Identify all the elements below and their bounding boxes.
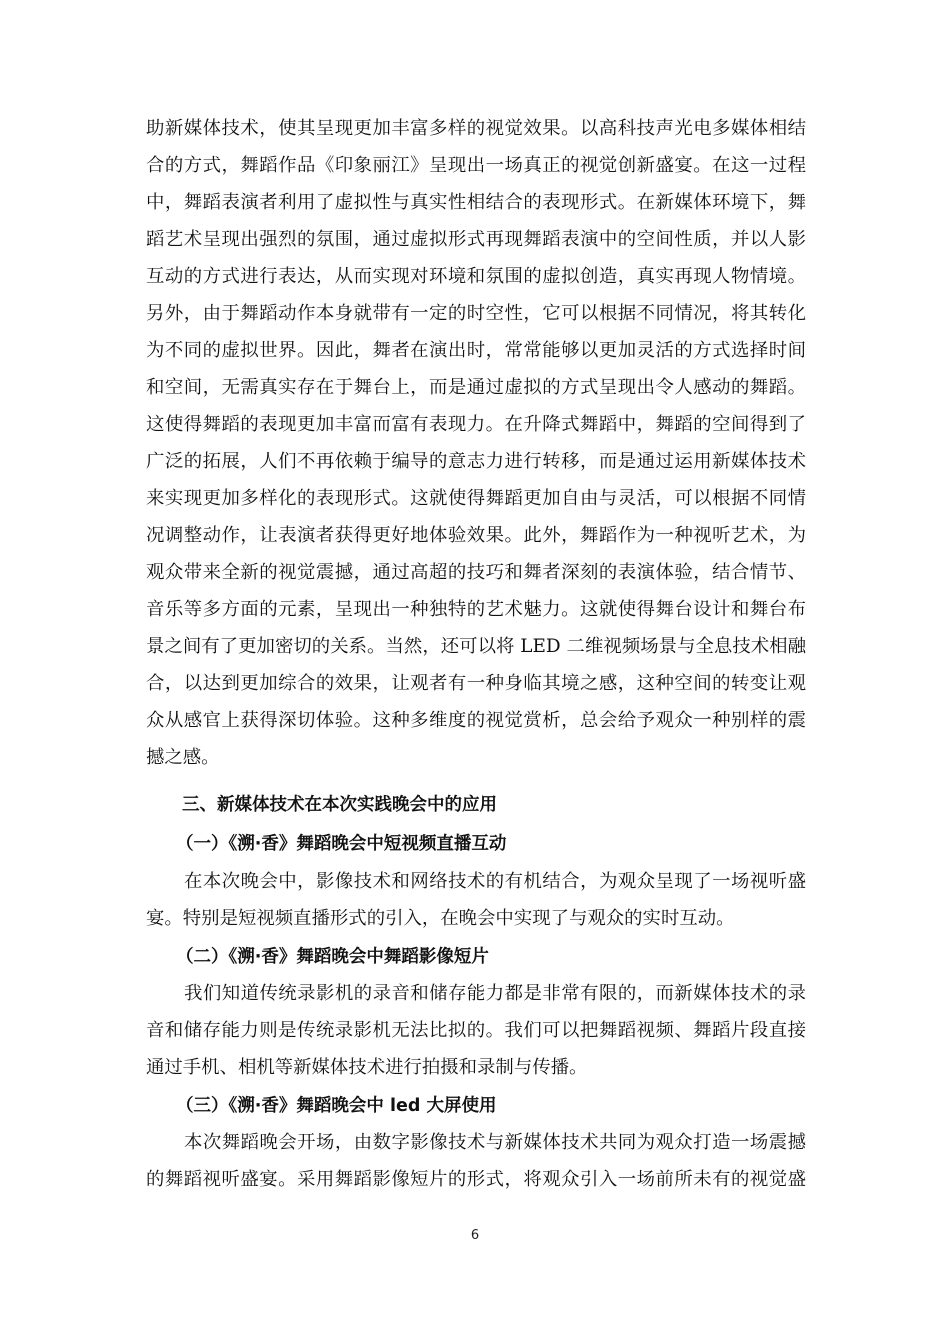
body-text-line: 观众带来全新的视觉震撼，通过高超的技巧和舞者深刻的表演体验，结合情节、 bbox=[146, 562, 806, 583]
body-text-line: 撼之感。 bbox=[146, 747, 220, 768]
body-text-line: 蹈艺术呈现出强烈的氛围，通过虚拟形式再现舞蹈表演中的空间性质，并以人影 bbox=[146, 229, 806, 250]
body-text-line: 景之间有了更加密切的关系。当然，还可以将 LED 二维视频场景与全息技术相融 bbox=[146, 636, 806, 657]
body-text-line: 音和储存能力则是传统录影机无法比拟的。我们可以把舞蹈视频、舞蹈片段直接 bbox=[146, 1020, 806, 1041]
body-text-line: 合，以达到更加综合的效果，让观者有一种身临其境之感，这种空间的转变让观 bbox=[146, 673, 806, 694]
body-text-line: 这使得舞蹈的表现更加丰富而富有表现力。在升降式舞蹈中，舞蹈的空间得到了 bbox=[146, 414, 806, 435]
body-text-line: 互动的方式进行表达，从而实现对环境和氛围的虚拟创造，真实再现人物情境。 bbox=[146, 266, 806, 287]
subsection-heading: （三）《溯·香》舞蹈晚会中 led 大屏使用 bbox=[176, 1096, 497, 1116]
body-text-line: 通过手机、相机等新媒体技术进行拍摄和录制与传播。 bbox=[146, 1057, 588, 1078]
body-text-line: 在本次晚会中，影像技术和网络技术的有机结合，为观众呈现了一场视听盛 bbox=[184, 871, 806, 892]
section-heading: 三、新媒体技术在本次实践晚会中的应用 bbox=[182, 795, 497, 815]
body-text-line: 中，舞蹈表演者利用了虚拟性与真实性相结合的表现形式。在新媒体环境下，舞 bbox=[146, 192, 806, 213]
body-text-line: 我们知道传统录影机的录音和储存能力都是非常有限的，而新媒体技术的录 bbox=[184, 983, 806, 1004]
body-text-line: 来实现更加多样化的表现形式。这就使得舞蹈更加自由与灵活，可以根据不同情 bbox=[146, 488, 806, 509]
body-text-line: 合的方式，舞蹈作品《印象丽江》呈现出一场真正的视觉创新盛宴。在这一过程 bbox=[146, 155, 806, 176]
subsection-heading: （二）《溯·香》舞蹈晚会中舞蹈影像短片 bbox=[176, 947, 489, 967]
body-text-line: 本次舞蹈晚会开场，由数字影像技术与新媒体技术共同为观众打造一场震撼 bbox=[184, 1132, 806, 1153]
page-number: 6 bbox=[470, 1228, 480, 1243]
body-text-line: 音乐等多方面的元素，呈现出一种独特的艺术魅力。这就使得舞台设计和舞台布 bbox=[146, 599, 806, 620]
subsection-heading: （一）《溯·香》舞蹈晚会中短视频直播互动 bbox=[176, 834, 507, 854]
body-text-line: 和空间，无需真实存在于舞台上，而是通过虚拟的方式呈现出令人感动的舞蹈。 bbox=[146, 377, 806, 398]
body-text-line: 助新媒体技术，使其呈现更加丰富多样的视觉效果。以高科技声光电多媒体相结 bbox=[146, 118, 806, 139]
body-text-line: 另外，由于舞蹈动作本身就带有一定的时空性，它可以根据不同情况，将其转化 bbox=[146, 303, 806, 324]
body-text-line: 况调整动作，让表演者获得更好地体验效果。此外，舞蹈作为一种视听艺术，为 bbox=[146, 525, 806, 546]
body-text-line: 广泛的拓展，人们不再依赖于编导的意志力进行转移，而是通过运用新媒体技术 bbox=[146, 451, 806, 472]
body-text-line: 为不同的虚拟世界。因此，舞者在演出时，常常能够以更加灵活的方式选择时间 bbox=[146, 340, 806, 361]
body-text-line: 众从感官上获得深切体验。这种多维度的视觉赏析，总会给予观众一种别样的震 bbox=[146, 710, 806, 731]
body-text-line: 宴。特别是短视频直播形式的引入，在晚会中实现了与观众的实时互动。 bbox=[146, 908, 735, 929]
body-text-line: 的舞蹈视听盛宴。采用舞蹈影像短片的形式，将观众引入一场前所未有的视觉盛 bbox=[146, 1169, 806, 1190]
